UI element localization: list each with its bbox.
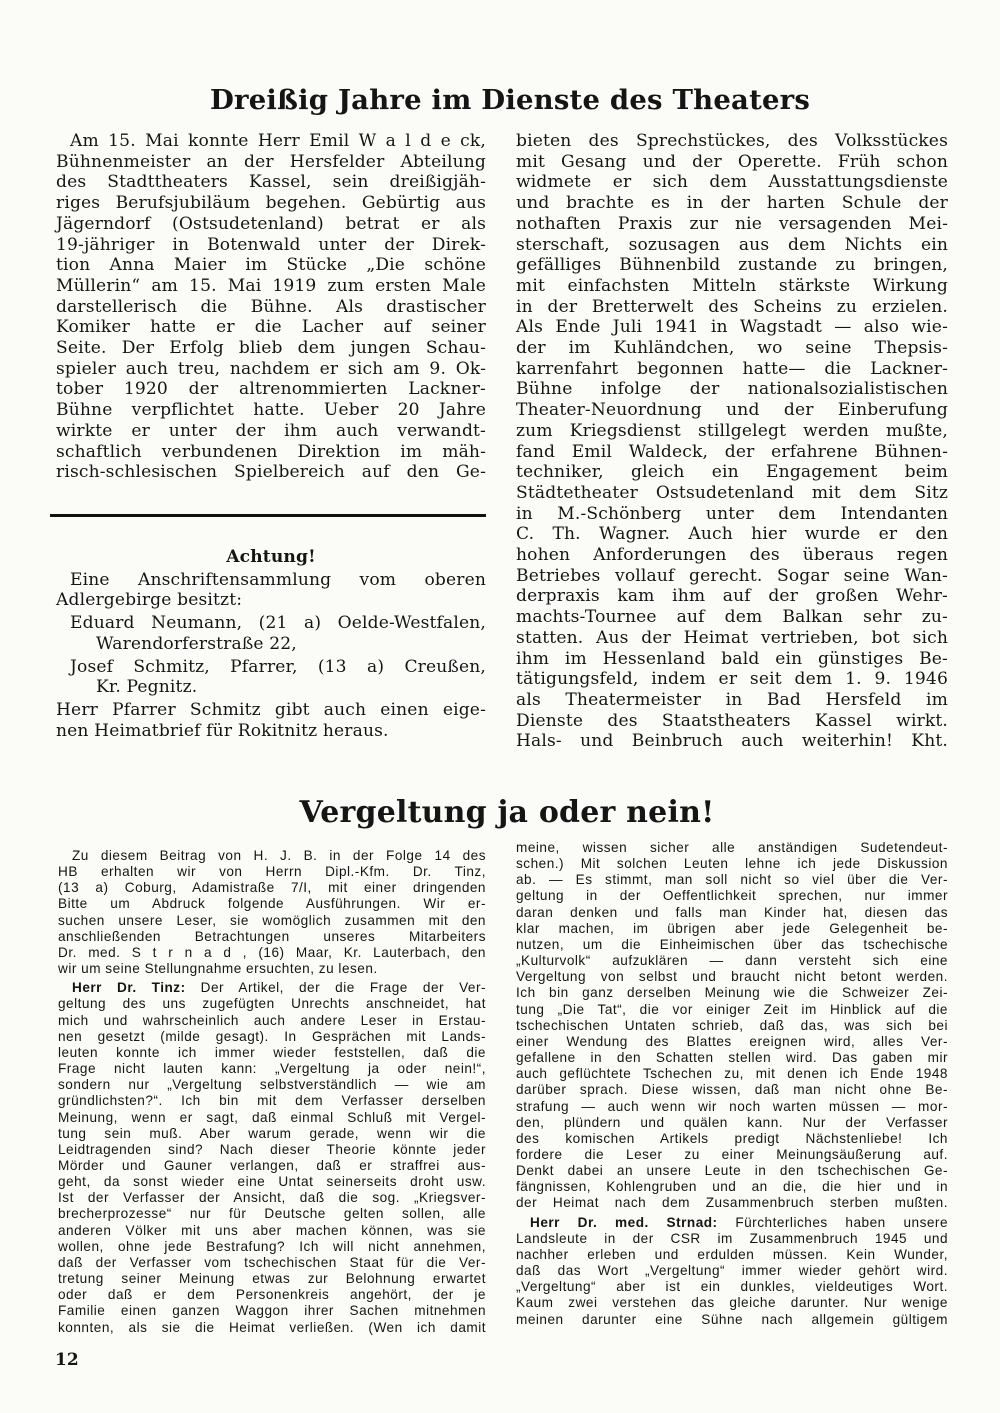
text-line: den, plündern und quälen kann. Nur der Verfasser [516,1114,948,1130]
text-line: Hals- und Beinbruch auch weiterhin! Kht. [516,731,948,752]
text-line: Frage nicht lauten kann: „Vergeltung ja oder nein!“, [58,1061,486,1077]
text-line: sterschaft, sozusagen aus dem Nichts ein [516,234,948,255]
notice-heading: Achtung! [226,547,316,567]
text-line: tober 1920 der altrenommierten Lackner- [56,379,486,400]
speaker-name: Herr Dr. med. Strnad: [530,1214,718,1230]
text-line: Familie einen ganzen Waggon ihrer Sachen mitnehmen [58,1303,486,1319]
text-line: 19-jähriger in Botenwald unter der Direk- [56,234,486,255]
text-line: derpraxis kam ihm auf der großen Wehr- [516,586,948,607]
text-line: der im Kuhländchen, wo seine Thepsis- [516,338,948,359]
article1-title: Dreißig Jahre im Dienste des Theaters [209,84,811,116]
text-line: tschechischen Untaten schrieb, daß das, was sich bei [516,1017,948,1033]
text-line: Josef Schmitz, Pfarrer, (13 a) Creußen, [70,656,486,677]
text-line: wollen, ohne jede Bestrafung? Ich will nicht annehmen, [58,1238,486,1254]
text-line: Denkt dabei an unsere Leute in den tschechischen Ge- [516,1163,948,1179]
text-line: in der Bretterwelt des Scheins zu erzielen. [516,296,948,317]
text-line: risch-schlesischen Spielbereich auf den Ge- [56,462,486,483]
text-line: Vergeltung von selbst und braucht nicht betont werden. [516,969,948,985]
text-line: zum Kriegsdienst stillgelegt werden mußte, [516,420,948,441]
text-line: fängnissen, Kohlengruben und an die, die hier und in [516,1179,948,1195]
text-line: widmete er sich dem Ausstattungsdienste [516,172,948,193]
text-line: Bühne infolge der nationalsozialistischen [516,379,948,400]
text-line: ab. — Es stimmt, man soll nicht so viel über die Ver- [516,872,948,888]
text-line: tung sein muß. Aber warum gerade, wenn wir die [58,1125,486,1141]
text-line: daran denken und falls man Kinder hat, diesen das [516,904,948,920]
text-line: des komischen Artikels predigt Nächstenliebe! Ich [516,1130,948,1146]
text-line: gefälliges Bühnenbild zustande zu bringen, [516,255,948,276]
text-line: nen gesetzt (milde gesagt). In Gesprächen mit Lands- [58,1028,486,1044]
article2-column-right [516,840,948,1328]
text-line: des Stadttheaters Kassel, sein dreißigjäh- [56,172,486,193]
page-number: 12 [55,1350,79,1370]
text-line: statten. Aus der Heimat vertrieben, bot sich [516,627,948,648]
text-line: darstellerisch die Bühne. Als drastischer [56,296,486,317]
text-line: fand Emil Waldeck, der erfahrene Bühnen- [516,441,948,462]
text-line: hohen Anforderungen des überaus regen [516,545,948,566]
text-line: strafung — auch wenn wir noch warten müssen — mor- [516,1098,948,1114]
text-line: meinen darunter eine Sühne nach allgemein gültigem [516,1311,948,1327]
text-line: Jägerndorf (Ostsudetenland) betrat er als [56,213,486,234]
text-line: Kr. Pegnitz. [96,677,198,698]
text-line: Seite. Der Erfolg blieb dem jungen Schau- [56,338,486,359]
article1-column-left [56,131,486,483]
speaker-name: Herr Dr. Tinz: [72,980,186,996]
text-line: Zu diesem Beitrag von H. J. B. in der Folge 14 des [72,848,486,863]
text-line: Als Ende Juli 1941 in Wagstadt — also wie- [516,317,948,338]
text-line: Leidtragenden sind? Nach dieser Theorie könnte jeder [58,1141,486,1157]
text-line: der Heimat nach dem Zusammenbruch sterben mußten. [516,1195,948,1211]
text-line: daß der Verfasser vom tschechischen Staat für die Ver- [58,1254,486,1270]
notice-block [56,547,486,741]
text-line: einer Wendung des Blattes ereignen wird, alles Ver- [516,1033,948,1049]
speaker-text: Der Artikel, der die Frage der Ver- [185,980,486,996]
text-line: mit Gesang und der Operette. Früh schon [516,151,948,172]
text-line: meine, wissen sicher alle anständigen Sudetendeut- [516,840,948,855]
text-line [58,980,486,996]
text-line: Kaum zwei verstehen das gleiche darunter. Nur wenige [516,1295,948,1311]
text-line: Dr. med. S t r n a d , (16) Maar, Kr. Lauterbach, den [58,944,486,960]
text-line: oder daß er dem Personenkreis angehört, der je [58,1287,486,1303]
text-line: tion Anna Maier im Stücke „Die schöne [56,255,486,276]
text-line: brecherprozesse“ nur für Deutsche gelten sollen, alle [58,1206,486,1222]
text-line: Betriebes vollauf gerecht. Sogar seine Wan- [516,565,948,586]
text-line: geht, da sonst wieder eine Untat seinerseits droht usw. [58,1174,486,1190]
text-line: ihm im Hessenland bald ein günstiges Be- [516,648,948,669]
text-line: spieler auch treu, nachdem er sich am 9. Ok- [56,358,486,379]
text-line: schaftlich verbundenen Direktion im mäh- [56,441,486,462]
article2-title: Vergeltung ja oder nein! [299,795,715,830]
text-line: karrenfahrt begonnen hatte— die Lackner- [516,358,948,379]
text-line: leuten konnte ich immer wieder feststellen, daß die [58,1044,486,1060]
text-line: schen.) Mit solchen Leuten lehne ich jede Diskussion [516,856,948,872]
text-line: Theater-Neuordnung und der Einberufung [516,400,948,421]
text-line: in M.-Schönberg unter dem Intendanten [516,503,948,524]
text-line: Dienste des Staatstheaters Kassel wirkt. [516,710,948,731]
text-line: Meinung, wenn er sagt, daß einmal Schluß mit Vergel- [58,1109,486,1125]
text-line: gründlichsten?“. Ich bin mit dem Verfasser derselben [58,1093,486,1109]
text-line: Bühnenmeister an der Hersfelder Abteilung [56,151,486,172]
text-line: Komiker hatte er die Lacher auf seiner [56,317,486,338]
text-line: mit einfachsten Mitteln stärkste Wirkung [516,275,948,296]
text-line: Bitte um Abdruck folgende Ausführungen. Wir er- [58,896,486,912]
text-line: wir um seine Stellungnahme ersuchten, zu lesen. [58,961,378,977]
text-line: suchen unsere Leser, sie womöglich zusammen mit den [58,912,486,928]
text-line: tung „Die Tat“, die vor einiger Zeit im Hinblick auf die [516,1001,948,1017]
text-line: „Vergeltung“ aber ist ein dunkles, vieldeutiges Wort. [516,1279,948,1295]
text-line: auch geflüchtete Tschechen zu, mit denen ich Ende 1948 [516,1066,948,1082]
text-line: nothaften Praxis zur nie versagenden Mei- [516,213,948,234]
text-line: HB erhalten wir von Herrn Dipl.-Kfm. Dr. Tinz, [58,864,486,880]
text-line: Warendorferstraße 22, [96,633,297,654]
text-line: konnten, als sie die Heimat verließen. (Wen ich damit [58,1319,486,1335]
section-divider [50,514,486,517]
text-line: Adlergebirge besitzt: [56,590,243,611]
text-line: Am 15. Mai konnte Herr Emil W a l d e ck, [70,131,486,151]
text-line [516,1215,948,1231]
article2-column-left [58,848,486,1336]
text-line: Eduard Neumann, (21 a) Oelde-Westfalen, [70,613,486,634]
text-line: Ich bin ganz derselben Meinung wie die Schweizer Zei- [516,985,948,1001]
text-line: (13 a) Coburg, Adamistraße 7/I, mit einer dringenden [58,880,486,896]
text-line: Ist der Verfasser der Ansicht, daß die sog. „Kriegsver- [58,1190,486,1206]
text-line: gefallene in den Schatten stellen wird. Das gaben mir [516,1050,948,1066]
text-line: nutzen, um die Einheimischen über das tschechische [516,936,948,952]
text-line: Bühne verpflichtet hatte. Ueber 20 Jahre [56,400,486,421]
text-line: Mörder und Gauner verlangen, daß er straffrei aus- [58,1157,486,1173]
text-line: fordere die Leser zu einer Meinungsäußerung auf. [516,1146,948,1162]
text-line: techniker, gleich ein Engagement beim [516,462,948,483]
text-line: Eine Anschriftensammlung vom oberen [70,569,486,590]
text-line: mich und wahrscheinlich auch andere Leser in Erstau- [58,1012,486,1028]
text-line: als Theatermeister in Bad Hersfeld im [516,689,948,710]
text-line: anschließenden Betrachtungen unseres Mitarbeiters [58,928,486,944]
text-line: sondern nur „Vergeltung selbstverständlich — wie am [58,1077,486,1093]
text-line: Landsleute in der CSR im Zusammenbruch 1945 und [516,1230,948,1246]
text-line: „Kulturvolk“ aufzuklären — dann versteht sich eine [516,953,948,969]
text-line: darüber sprach. Diese wissen, daß man nicht ohne Be- [516,1082,948,1098]
speaker-text: Fürchterliches haben unsere [717,1214,949,1230]
text-line: machts-Tournee auf dem Balkan sehr zu- [516,607,948,628]
text-line: geltung in der Oeffentlichkeit sprechen, nur immer [516,888,948,904]
text-line: anderen Völker mit uns aber machen können, was sie [58,1222,486,1238]
text-line: bieten des Sprechstückes, des Volksstückes [516,131,948,151]
text-line: C. Th. Wagner. Auch hier wurde er den [516,524,948,545]
text-line: Herr Pfarrer Schmitz gibt auch einen eige- [56,699,486,720]
text-line: tätigungsfeld, indem er seit dem 1. 9. 1946 [516,669,948,690]
text-line: geltung des uns zugefügten Unrechts anschneidet, hat [58,996,486,1012]
text-line: und brachte es in der harten Schule der [516,193,948,214]
text-line: wirkte er unter der ihm auch verwandt- [56,420,486,441]
text-line: riges Berufsjubiläum begehen. Gebürtig aus [56,193,486,214]
text-line: Müllerin“ am 15. Mai 1919 zum ersten Male [56,275,486,296]
text-line: nachher erleben und erdulden müssen. Kein Wunder, [516,1246,948,1262]
text-line: tretung seiner Meinung etwas zur Belohnung erwartet [58,1271,486,1287]
text-line: Städtetheater Ostsudetenland mit dem Sitz [516,482,948,503]
article1-column-right [516,131,948,752]
text-line: nen Heimatbrief für Rokitnitz heraus. [56,720,389,741]
text-line: klar machen, im übrigen aber jede Gelegenheit be- [516,920,948,936]
text-line: daß das Wort „Vergeltung“ immer wieder gehört wird. [516,1263,948,1279]
